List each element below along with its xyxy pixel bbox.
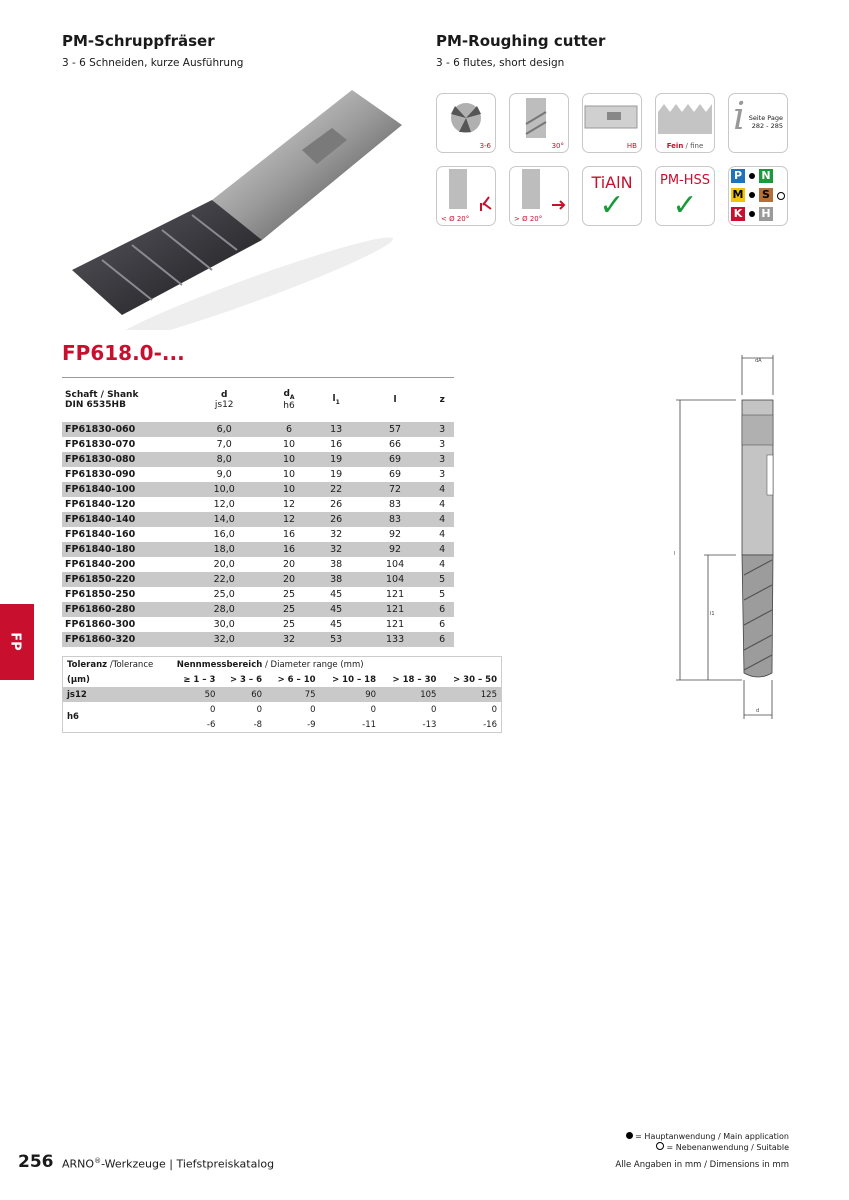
cell-l: 92 (360, 542, 431, 557)
cell-d: 25,0 (213, 589, 235, 600)
table-row (62, 512, 454, 527)
dimension-table (62, 377, 454, 647)
drawing-l-label: l (674, 551, 676, 557)
tol-cell-h6_lower: -8 (253, 719, 263, 730)
cell-code: FP61830-090 (65, 469, 136, 480)
cell-z: 6 (430, 602, 454, 617)
page-number: 256 (18, 1152, 54, 1172)
cell-l: 66 (389, 439, 402, 450)
cell-code: FP61840-140 (62, 512, 183, 527)
tol-cell-ranges: > 3 – 6 (229, 674, 263, 685)
cell-l: 69 (389, 469, 402, 480)
table-row (62, 527, 454, 542)
cell-l1: 38 (330, 559, 343, 570)
tol-cell-ranges: > 18 – 30 (392, 674, 437, 685)
tol-cell-h6_upper: 0 (209, 704, 216, 715)
cell-z: 3 (439, 469, 446, 480)
cell-z: 4 (439, 529, 446, 540)
tol-cell-h6_lower: -11 (362, 719, 377, 730)
tol-cell-h6_lower: -16 (483, 719, 497, 730)
cell-code: FP61840-100 (62, 482, 183, 497)
product-title: FP618.0-... (62, 341, 185, 365)
table-row (62, 542, 454, 557)
helix-angle-icon: 30° (509, 93, 569, 153)
cell-da: 32 (265, 632, 312, 647)
cell-da: 12 (265, 512, 312, 527)
z-header: z (439, 395, 445, 405)
cell-z: 4 (430, 482, 454, 497)
tol-cell-h6_lower: -9 (307, 719, 316, 730)
cell-l: 72 (360, 482, 431, 497)
cell-z: 4 (430, 542, 454, 557)
cell-d: 6,0 (183, 422, 265, 437)
cell-d: 28,0 (183, 602, 265, 617)
cell-l: 57 (360, 422, 431, 437)
cell-d: 30,0 (213, 619, 235, 630)
tol-cell-h6_upper: 0 (370, 704, 377, 715)
table-row (62, 632, 454, 647)
cell-da: 25 (282, 589, 296, 600)
cell-da: 20 (282, 559, 296, 570)
cell-l: 104 (385, 559, 405, 570)
cell-code: FP61840-180 (62, 542, 183, 557)
cell-z: 4 (439, 499, 446, 510)
cell-l1: 13 (313, 422, 360, 437)
table-row (62, 557, 454, 572)
unit-label: (µm) (67, 674, 90, 685)
tol-cell-ranges: > 6 – 10 (277, 674, 316, 685)
tolerance-table (62, 656, 502, 733)
tol-cell-js12: 75 (304, 689, 316, 700)
table-row (62, 572, 454, 587)
cell-l1: 26 (313, 512, 360, 527)
profile-fine-icon: Fein / fine (655, 93, 715, 153)
tol-cell-ranges: ≥ 1 – 3 (183, 674, 216, 685)
cell-l1: 53 (313, 632, 360, 647)
cell-z: 5 (430, 572, 454, 587)
cell-code: FP61860-280 (62, 602, 183, 617)
table-row (62, 422, 454, 437)
cell-code: FP61860-300 (65, 619, 136, 630)
range-label: Nennmessbereich / Diameter range (mm) (176, 659, 364, 670)
info-page-icon: i Seite Page 282 - 285 (728, 93, 788, 153)
l-header: l (393, 395, 397, 405)
table-row (62, 452, 454, 467)
ramping-large-icon: > Ø 20° (509, 166, 569, 226)
table-row (62, 482, 454, 497)
cell-z: 3 (439, 439, 446, 450)
cell-z: 3 (430, 422, 454, 437)
table-row (62, 587, 454, 602)
tol-cell-h6_upper: 0 (310, 704, 316, 715)
cell-code: FP61840-200 (65, 559, 136, 570)
tol-cell-js12: 50 (204, 689, 216, 700)
h6-label: h6 (67, 712, 79, 722)
table-row (62, 467, 454, 482)
cell-da: 25 (265, 602, 312, 617)
cell-d: 20,0 (213, 559, 235, 570)
tol-cell-js12: 105 (420, 689, 437, 700)
cell-d: 9,0 (216, 469, 232, 480)
cell-da: 10 (282, 469, 296, 480)
cell-z: 6 (439, 619, 446, 630)
cell-da: 12 (282, 499, 296, 510)
js12-label: js12 (67, 689, 87, 700)
cell-code: FP61830-070 (65, 439, 136, 450)
tol-cell-h6_upper: 0 (431, 704, 437, 715)
cell-d: 22,0 (183, 572, 265, 587)
cell-l1: 19 (313, 452, 360, 467)
cell-d: 18,0 (183, 542, 265, 557)
shank-type-icon: HB (582, 93, 642, 153)
cell-l1: 32 (313, 542, 360, 557)
cell-l1: 45 (330, 619, 343, 630)
cell-z: 5 (439, 589, 446, 600)
cell-code: FP61850-250 (65, 589, 136, 600)
cell-code: FP61830-060 (62, 422, 183, 437)
table-row (62, 497, 454, 512)
technical-drawing (670, 355, 800, 725)
cell-l1: 38 (313, 572, 360, 587)
cell-z: 3 (430, 452, 454, 467)
da-header: $d_A$ h6 (283, 389, 295, 411)
cell-code: FP61860-320 (62, 632, 183, 647)
cell-l1: 19 (330, 469, 343, 480)
cell-z: 4 (430, 512, 454, 527)
cell-da: 10 (282, 439, 296, 450)
subtitle-en: 3 - 6 flutes, short design (436, 57, 565, 69)
cell-d: 12,0 (213, 499, 235, 510)
catalog-name: ARNO®-Werkzeuge | Tiefstpreiskatalog (62, 1157, 275, 1171)
cell-l: 133 (360, 632, 431, 647)
cell-l1: 45 (330, 589, 343, 600)
cell-l1: 32 (330, 529, 343, 540)
cell-l: 92 (389, 529, 402, 540)
cell-d: 8,0 (183, 452, 265, 467)
cell-l1: 26 (330, 499, 343, 510)
cell-l: 83 (389, 499, 402, 510)
product-photo-cutter (62, 80, 422, 330)
dimensions-note: Alle Angaben in mm / Dimensions in mm (615, 1160, 789, 1170)
cell-d: 32,0 (183, 632, 265, 647)
cell-l1: 45 (313, 602, 360, 617)
drawing-d-label: d (756, 708, 760, 714)
tol-cell-js12: 90 (365, 689, 377, 700)
icon-grid (436, 93, 796, 233)
cell-d: 10,0 (183, 482, 265, 497)
table-row (62, 602, 454, 617)
cell-l: 121 (385, 619, 405, 630)
cell-code: FP61840-120 (65, 499, 136, 510)
tol-cell-h6_upper: 0 (491, 704, 497, 715)
cell-l1: 16 (330, 439, 343, 450)
material-pm-hss-icon: PM-HSS ✓ (655, 166, 715, 226)
table-row (62, 437, 454, 452)
cell-l: 83 (360, 512, 431, 527)
cell-da: 16 (282, 529, 296, 540)
flutes-icon: 3-6 (436, 93, 496, 153)
cell-d: 16,0 (213, 529, 235, 540)
legend: = Hauptanwendung / Main application = Nebenanwendung / Suitable (626, 1132, 789, 1153)
cell-da: 20 (265, 572, 312, 587)
cell-z: 6 (430, 632, 454, 647)
title-en: PM-Roughing cutter (436, 32, 606, 50)
cell-code: FP61830-080 (62, 452, 183, 467)
tolerance-label: Toleranz /Tolerance (67, 659, 154, 670)
cell-z: 4 (439, 559, 446, 570)
cell-da: 10 (265, 482, 312, 497)
cell-code: FP61840-160 (65, 529, 136, 540)
cell-da: 16 (265, 542, 312, 557)
tol-cell-js12: 60 (251, 689, 263, 700)
cell-d: 14,0 (183, 512, 265, 527)
table-row (62, 617, 454, 632)
cell-l1: 22 (313, 482, 360, 497)
drawing-da-label: dA (755, 358, 762, 364)
title-de: PM-Schruppfräser (62, 32, 215, 50)
subtitle-de: 3 - 6 Schneiden, kurze Ausführung (62, 57, 244, 69)
tol-cell-h6_lower: -6 (206, 719, 216, 730)
cell-d: 7,0 (216, 439, 232, 450)
tol-cell-h6_upper: 0 (256, 704, 263, 715)
iso-material-groups-icon: P N M S K H (728, 166, 788, 226)
cell-da: 25 (282, 619, 296, 630)
tol-cell-ranges: > 30 – 50 (453, 674, 497, 685)
cell-l: 69 (360, 452, 431, 467)
cell-l: 121 (385, 589, 405, 600)
cell-l: 104 (360, 572, 431, 587)
tol-cell-ranges: > 10 – 18 (332, 674, 377, 685)
l1-header: $l_1$ (332, 394, 340, 406)
tol-cell-js12: 125 (480, 689, 497, 700)
cell-da: 6 (265, 422, 312, 437)
d-header: d js12 (214, 390, 234, 410)
shank-header: Schaft / Shank DIN 6535HB (65, 390, 139, 410)
cell-da: 10 (265, 452, 312, 467)
section-tab-fp[interactable]: FP (0, 604, 34, 680)
ramping-small-icon: < Ø 20° (436, 166, 496, 226)
coating-tialn-icon: TiAlN ✓ (582, 166, 642, 226)
cell-code: FP61850-220 (62, 572, 183, 587)
tol-cell-h6_lower: -13 (422, 719, 437, 730)
cell-l: 121 (360, 602, 431, 617)
drawing-l1-label: l1 (710, 611, 715, 617)
